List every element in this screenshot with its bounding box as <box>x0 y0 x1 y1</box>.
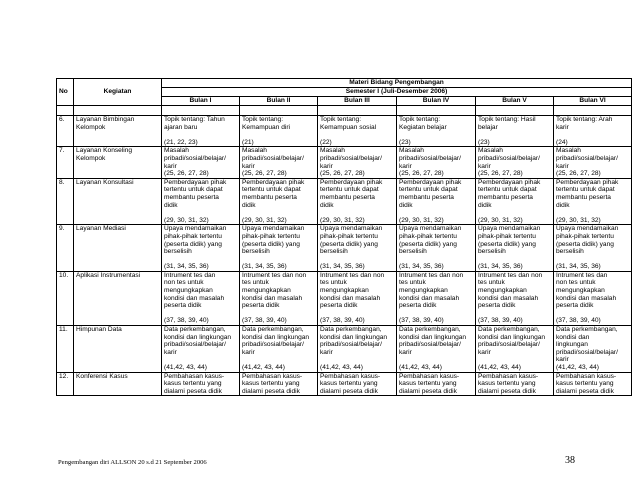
table-row <box>57 372 632 396</box>
month-cell: Pembahasan kasus- kasus tertentu yang dialami peseta didik <box>240 372 318 396</box>
month-cell: Intrument tes dan non tes untuk mengungkapkan kondisi dan masalah peserta didik (37, 38, 39, 40) <box>162 271 240 325</box>
month-cell: Pembahasan kasus- kasus tertentu yang dialami peseta didik <box>476 372 554 396</box>
month-cell: Upaya mendamaikan pihak-pihak tertentu (peserta didik) yang berselisih (31, 34, 35, 36) <box>162 225 240 272</box>
month-cell: Masalah pribadi/sosial/belajar/ karir (25, 26, 27, 28) <box>397 147 476 178</box>
month-cell: Intrument tes dan non tes untuk mengungkapkan kondisi dan masalah peserta didik (37, 38, 39, 40) <box>397 271 476 325</box>
month-cell: Pembahasan kasus- kasus tertentu yang dialami peseta didik <box>397 372 476 396</box>
row-kegiatan: Himpunan Data <box>74 326 162 373</box>
header-month: Bulan V <box>476 97 554 106</box>
month-cell: Topik tentang: Tahun ajaran baru (21, 22, 23) <box>162 116 240 147</box>
month-cell: Data perkembangan, kondisi dan lingkungan pribadi/sosial/belajar/ karir (41,42, 43, 44) <box>318 326 397 373</box>
row-kegiatan: Aplikasi Instrumentasi <box>74 271 162 325</box>
table-row <box>57 225 632 272</box>
table-row <box>57 147 632 178</box>
month-cell: Masalah pribadi/sosial/belajar/ karir (25, 26, 27, 28) <box>554 147 632 178</box>
month-cell: Topik tentang: Kegiatan belajar (23) <box>397 116 476 147</box>
row-kegiatan: Layanan Bimbingan Kelompok <box>74 116 162 147</box>
header-month: Bulan II <box>240 97 318 106</box>
row-number: 8. <box>57 178 74 225</box>
row-kegiatan: Layanan Konsultasi <box>74 178 162 225</box>
month-cell: Masalah pribadi/sosial/belajar/ karir (25, 26, 27, 28) <box>476 147 554 178</box>
table-body <box>57 106 632 396</box>
row-kegiatan: Layanan Konseling Kelompok <box>74 147 162 178</box>
month-cell: Data perkembangan, kondisi dan lingkungan pribadi/sosial/belajar/ karir (41,42, 43, 44) <box>240 326 318 373</box>
month-cell: Intrument tes dan non tes untuk mengungkapkan kondisi dan masalah peserta didik (37, 38, 39, 40) <box>554 271 632 325</box>
month-cell: Pemberdayaan pihak tertentu untuk dapat membantu peserta didik (29, 30, 31, 32) <box>554 178 632 225</box>
header-month: Bulan I <box>162 97 240 106</box>
header-semester: Semester I (Juli-Desember 2006) <box>162 88 632 97</box>
month-cell: Masalah pribadi/sosial/belajar/ karir (25, 26, 27, 28) <box>240 147 318 178</box>
month-cell: Pembahasan kasus- kasus tertentu yang dialami peseta didik <box>318 372 397 396</box>
spacer-row <box>57 106 632 116</box>
month-cell: Topik tentang: Arah karir (24) <box>554 116 632 147</box>
month-cell: Data perkembangan, kondisi dan lingkungan pribadi/sosial/belajar/ karir (41,42, 43, 44) <box>162 326 240 373</box>
row-number: 7. <box>57 147 74 178</box>
month-cell: Pemberdayaan pihak tertentu untuk dapat membantu peserta didik (29, 30, 31, 32) <box>240 178 318 225</box>
row-number: 6. <box>57 116 74 147</box>
month-cell: Upaya mendamaikan pihak-pihak tertentu (peserta didik) yang berselisih (31, 34, 35, 36) <box>318 225 397 272</box>
month-cell: Intrument tes dan non tes untuk mengungkapkan kondisi dan masalah peserta didik (37, 38, 39, 40) <box>318 271 397 325</box>
header-month: Bulan III <box>318 97 397 106</box>
header-no: No <box>57 79 74 106</box>
month-cell: Topik tentang: Kemampuan sosial (22) <box>318 116 397 147</box>
month-cell: Pemberdayaan pihak tertentu untuk dapat membantu peserta didik (29, 30, 31, 32) <box>476 178 554 225</box>
table-row <box>57 326 632 373</box>
footer-text: Pengembangan diri ALLSON 20 s.d 21 September 2006 <box>58 459 207 466</box>
month-cell: Upaya mendamaikan pihak-pihak tertentu (peserta didik) yang berselisih (31, 34, 35, 36) <box>240 225 318 272</box>
month-cell: Intrument tes dan non tes untuk mengungkapkan kondisi dan masalah peserta didik (37, 38, 39, 40) <box>240 271 318 325</box>
month-cell: Upaya mendamaikan pihak-pihak tertentu (peserta didik) yang berselisih (31, 34, 35, 36) <box>476 225 554 272</box>
header-kegiatan: Kegiatan <box>74 79 162 106</box>
month-cell: Topik tentang: Kemampuan diri (21) <box>240 116 318 147</box>
month-cell: Data perkembangan, kondisi dan lingkungan pribadi/sosial/belajar/ karir (41,42, 43, 44) <box>476 326 554 373</box>
month-cell: Pembahasan kasus- kasus tertentu yang dialami peseta didik <box>162 372 240 396</box>
table-row <box>57 178 632 225</box>
row-kegiatan: Layanan Mediasi <box>74 225 162 272</box>
table-row <box>57 271 632 325</box>
row-number: 12. <box>57 372 74 396</box>
header-month: Bulan IV <box>397 97 476 106</box>
header-group-title: Materi Bidang Pengembangan <box>162 79 632 88</box>
row-number: 10. <box>57 271 74 325</box>
row-number: 11. <box>57 326 74 373</box>
month-cell: Masalah pribadi/sosial/belajar/ karir (25, 26, 27, 28) <box>162 147 240 178</box>
month-cell: Masalah pribadi/sosial/belajar/ karir (25, 26, 27, 28) <box>318 147 397 178</box>
month-cell: Intrument tes dan non tes untuk mengungkapkan kondisi dan masalah peserta didik (37, 38, 39, 40) <box>476 271 554 325</box>
month-cell: Pemberdayaan pihak tertentu untuk dapat membantu peserta didik (29, 30, 31, 32) <box>397 178 476 225</box>
table-row <box>57 116 632 147</box>
month-cell: Pembahasan kasus- kasus tertentu yang dialami peseta didik <box>554 372 632 396</box>
month-cell: Upaya mendamaikan pihak-pihak tertentu (peserta didik) yang berselisih (31, 34, 35, 36) <box>397 225 476 272</box>
row-kegiatan: Konferensi Kasus <box>74 372 162 396</box>
row-number: 9. <box>57 225 74 272</box>
month-cell: Data perkembangan, kondisi dan lingkungan pribadi/sosial/belajar/ karir (41,42, 43, 44) <box>397 326 476 373</box>
month-cell: Topik tentang: Hasil belajar (23) <box>476 116 554 147</box>
month-cell: Data perkembangan, kondisi dan lingkungan pribadi/sosial/belajar/ karir (41,42, 43, 44) <box>554 326 632 373</box>
month-cell: Upaya mendamaikan pihak-pihak tertentu (peserta didik) yang berselisih (31, 34, 35, 36) <box>554 225 632 272</box>
month-cell: Pemberdayaan pihak tertentu untuk dapat membantu peserta didik (29, 30, 31, 32) <box>162 178 240 225</box>
page-number: 38 <box>565 455 575 466</box>
program-table <box>56 78 632 396</box>
header-month: Bulan VI <box>554 97 632 106</box>
month-cell: Pemberdayaan pihak tertentu untuk dapat membantu peserta didik (29, 30, 31, 32) <box>318 178 397 225</box>
